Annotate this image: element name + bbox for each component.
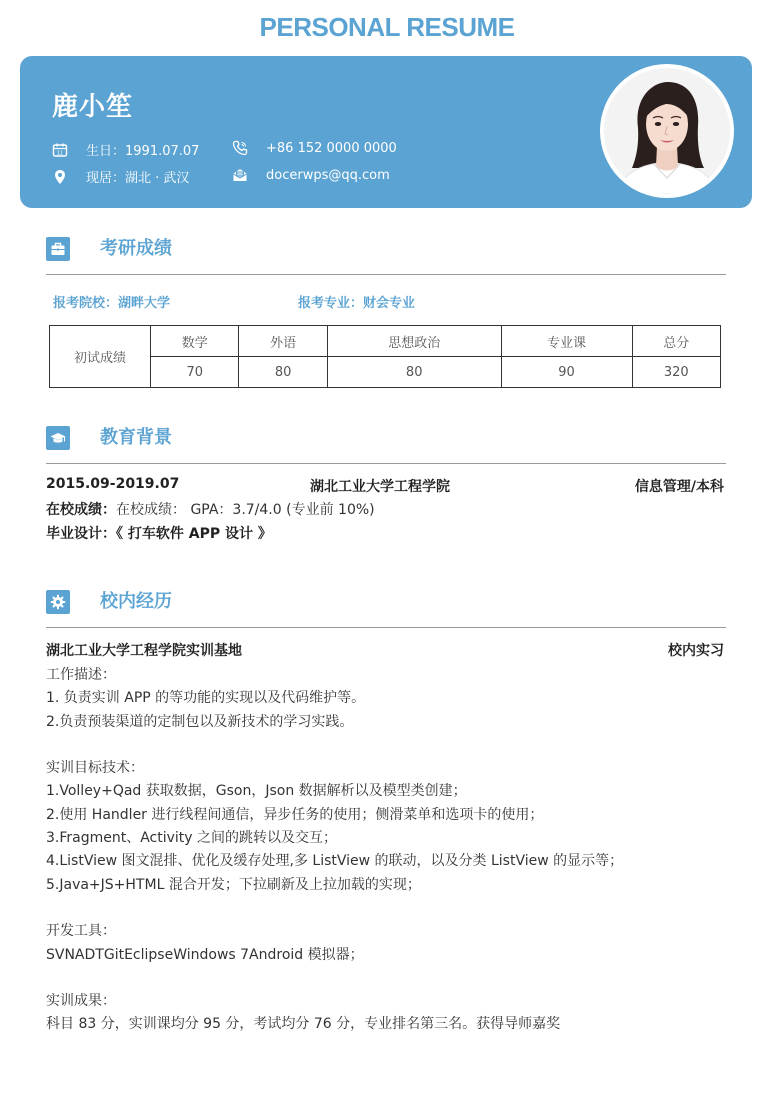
section-divider [46, 463, 726, 464]
birth-text: 生日：1991.07.07 [86, 144, 200, 159]
description-line: 1. 负责实训 APP 的等功能的实现以及代码维护等。 [46, 690, 366, 707]
description-line: 3.Fragment、Activity 之间的跳转以及交互； [46, 830, 338, 847]
subject-header: 思想政治 [327, 326, 501, 357]
calendar-icon [52, 142, 68, 158]
campus-description [46, 664, 726, 1037]
description-line: 科目 83 分，实训课均分 95 分，考试均分 76 分，专业排名第三名。获得导师嘉奖 [46, 1016, 561, 1033]
candidate-name: 鹿小笙 [52, 92, 134, 122]
exam-score-table [49, 325, 721, 388]
description-line: SVNADTGitEclipseWindows 7Android 模拟器； [46, 946, 364, 963]
location-pin-icon [52, 169, 68, 185]
birth-info [52, 140, 199, 159]
section-exam-header [46, 237, 726, 283]
table-row [50, 326, 721, 357]
mail-icon [232, 167, 248, 183]
graduation-cap-icon [50, 430, 66, 446]
thesis-line [46, 523, 272, 543]
description-line: 2.负责预装渠道的定制包以及新技术的学习实践。 [46, 713, 354, 730]
target-school: 报考院校：湖畔大学 [53, 296, 171, 311]
section-education-header [46, 426, 726, 472]
description-line [46, 734, 726, 757]
profile-header [20, 56, 752, 208]
education-period: 2015.09-2019.07 [46, 476, 180, 492]
description-line: 开发工具： [46, 923, 116, 940]
description-line: 2.使用 Handler 进行线程间通信，异步任务的使用；侧滑菜单和选项卡的使用； [46, 806, 544, 823]
education-degree: 信息管理/本科 [634, 479, 724, 495]
table-row [50, 357, 721, 388]
grades-label: 在校成绩： [46, 502, 116, 518]
section-education-icon-box [46, 426, 70, 450]
campus-role: 校内实习 [668, 643, 724, 659]
section-campus-icon-box [46, 590, 70, 614]
description-line [46, 897, 726, 920]
section-education-title: 教育背景 [100, 427, 172, 448]
description-line: 实训目标技术： [46, 760, 144, 777]
briefcase-icon [50, 241, 66, 257]
profile-photo [600, 64, 734, 198]
section-campus-title: 校内经历 [100, 591, 172, 612]
subject-header: 外语 [239, 326, 327, 357]
section-exam-icon-box [46, 237, 70, 261]
email-text: docerwps@qq.com [266, 167, 390, 183]
description-line: 5.Java+JS+HTML 混合开发；下拉刷新及上拉加载的实现； [46, 876, 421, 893]
subject-header: 专业课 [501, 326, 632, 357]
score-cell: 80 [327, 357, 501, 388]
subject-header: 总分 [632, 326, 720, 357]
section-divider [46, 274, 726, 275]
description-line: 实训成果： [46, 993, 116, 1010]
email-info [232, 167, 390, 183]
gear-icon [50, 594, 66, 610]
subject-header: 数学 [151, 326, 239, 357]
education-school: 湖北工业大学工程学院 [310, 479, 450, 495]
svg-text:11: 11 [56, 150, 64, 156]
section-divider [46, 627, 726, 628]
resume-title: PERSONAL RESUME [259, 12, 515, 42]
phone-info [232, 140, 397, 156]
phone-text: +86 152 0000 0000 [266, 140, 397, 156]
thesis-label: 毕业设计： [46, 526, 116, 542]
thesis-value: 《 打车软件 APP 设计 》 [116, 526, 272, 542]
score-cell: 80 [239, 357, 327, 388]
description-line: 工作描述： [46, 667, 116, 683]
description-line: 4.ListView 图文混排、优化及缓存处理,多 ListView 的联动，以及分类 ListView 的显示等； [46, 853, 624, 870]
location-info [52, 167, 189, 186]
target-major: 报考专业：财会专业 [298, 296, 416, 311]
phone-icon [232, 140, 248, 156]
section-exam-title: 考研成绩 [100, 238, 172, 259]
description-line: 1.Volley+Qad 获取数据，Gson，Json 数据解析以及模型类创建； [46, 783, 467, 800]
description-line [46, 967, 726, 990]
campus-entry [46, 640, 726, 660]
score-cell: 320 [632, 357, 720, 388]
education-entry [46, 476, 726, 496]
grades-value: 在校成绩： GPA：3.7/4.0 (专业前 10%) [116, 502, 375, 518]
score-cell: 70 [151, 357, 239, 388]
grades-line [46, 499, 375, 519]
portrait-illustration [604, 68, 730, 194]
campus-org: 湖北工业大学工程学院实训基地 [46, 643, 242, 659]
section-campus-header [46, 590, 726, 636]
score-row-label: 初试成绩 [50, 326, 151, 388]
score-cell: 90 [501, 357, 632, 388]
location-text: 现居：湖北 · 武汉 [86, 171, 190, 186]
